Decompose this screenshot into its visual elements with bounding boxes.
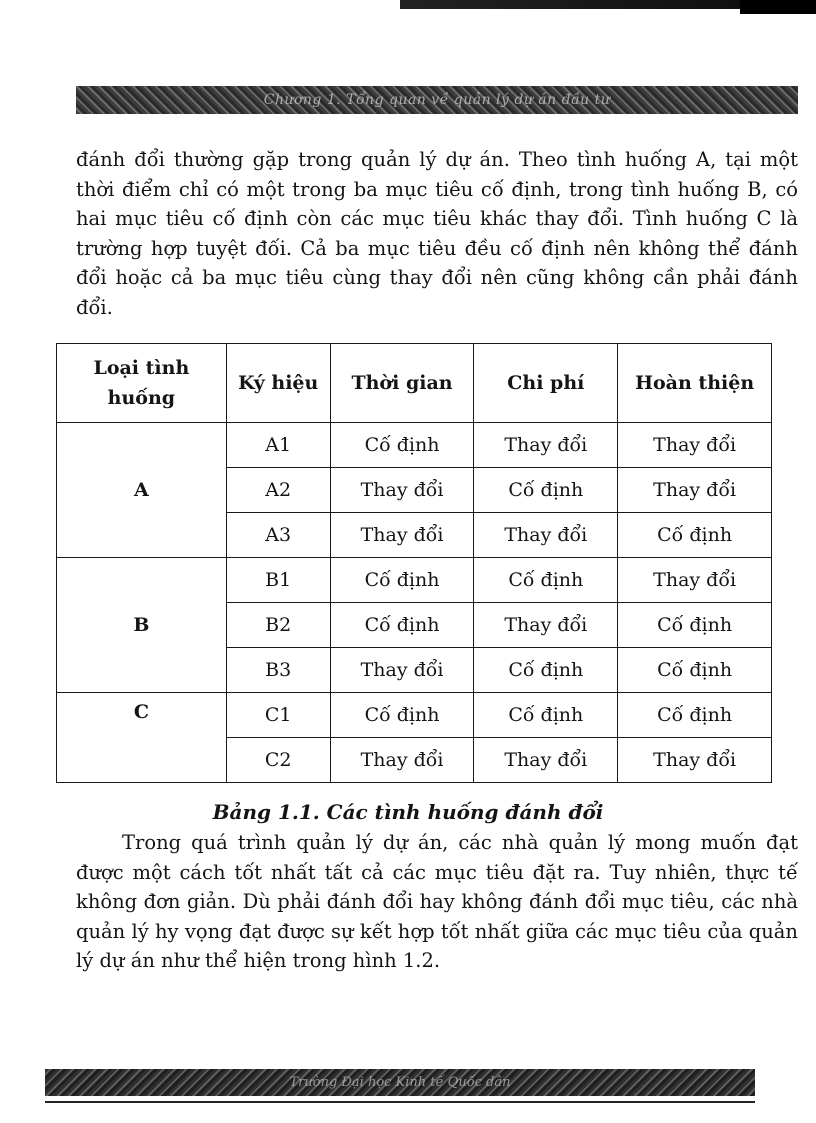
cell-cost: Cố định (474, 558, 618, 603)
cell-cost: Thay đổi (474, 603, 618, 648)
cell-cost: Cố định (474, 468, 618, 513)
running-footer-text: Trường Đại học Kinh tế Quốc dân (289, 1075, 511, 1090)
cell-time: Thay đổi (330, 648, 474, 693)
cell-cost: Thay đổi (474, 738, 618, 783)
top-rule-tail (740, 0, 816, 14)
cell-cost: Thay đổi (474, 423, 618, 468)
header-cost: Chi phí (474, 344, 618, 423)
cell-cost: Thay đổi (474, 513, 618, 558)
running-footer-bar (45, 1069, 755, 1096)
cell-symbol: C2 (226, 738, 330, 783)
group-cell-a: A (57, 423, 227, 558)
bottom-rule (45, 1101, 755, 1103)
running-header-text: Chương 1. Tổng quan về quản lý dự án đầu tư (263, 92, 611, 108)
cell-time: Thay đổi (330, 738, 474, 783)
cell-quality: Cố định (618, 513, 772, 558)
cell-cost: Cố định (474, 648, 618, 693)
group-cell-b: B (57, 558, 227, 693)
cell-symbol: A3 (226, 513, 330, 558)
header-quality: Hoàn thiện (618, 344, 772, 423)
table-row (57, 558, 772, 603)
cell-time: Thay đổi (330, 513, 474, 558)
cell-quality: Thay đổi (618, 558, 772, 603)
cell-symbol: B2 (226, 603, 330, 648)
cell-cost: Cố định (474, 693, 618, 738)
cell-time: Cố định (330, 693, 474, 738)
table-header-row (57, 344, 772, 423)
cell-symbol: B3 (226, 648, 330, 693)
cell-symbol: A2 (226, 468, 330, 513)
table-caption: Bảng 1.1. Các tình huống đánh đổi (212, 800, 604, 824)
paragraph-2: Trong quá trình quản lý dự án, các nhà quản lý mong muốn đạt được một cách tốt nhất tất cả các mục tiêu đặt ra. Tuy nhiên, thực tế không đơn giản. Dù phải đánh đổi hay không đánh đổi mục tiêu, các nhà quản lý hy vọng đạt được sự kết hợp tốt nhất giữa các mục tiêu của quản lý dự án như thể hiện trong hình 1.2. (76, 831, 798, 972)
tradeoff-table (56, 343, 772, 783)
paragraph-1: đánh đổi thường gặp trong quản lý dự án. Theo tình huống A, tại một thời điểm chỉ có một trong ba mục tiêu cố định, trong tình huống B, có hai mục tiêu cố định còn các mục tiêu khác thay đổi. Tình huống C là trường hợp tuyệt đối. Cả ba mục tiêu đều cố định nên không thể đánh đổi hoặc cả ba mục tiêu cùng thay đổi nên cũng không cần phải đánh đổi. (76, 148, 798, 319)
cell-quality: Cố định (618, 603, 772, 648)
table-row (57, 693, 772, 738)
cell-quality: Thay đổi (618, 468, 772, 513)
cell-time: Thay đổi (330, 468, 474, 513)
cell-quality: Thay đổi (618, 423, 772, 468)
header-time: Thời gian (330, 344, 474, 423)
cell-time: Cố định (330, 603, 474, 648)
cell-quality: Cố định (618, 693, 772, 738)
header-symbol: Ký hiệu (226, 344, 330, 423)
cell-symbol: C1 (226, 693, 330, 738)
cell-time: Cố định (330, 423, 474, 468)
cell-quality: Thay đổi (618, 738, 772, 783)
table-row (57, 423, 772, 468)
group-cell-c: C (57, 693, 227, 783)
running-header-bar (76, 86, 798, 114)
cell-symbol: B1 (226, 558, 330, 603)
header-case-type: Loại tình huống (57, 344, 227, 423)
cell-time: Cố định (330, 558, 474, 603)
cell-quality: Cố định (618, 648, 772, 693)
cell-symbol: A1 (226, 423, 330, 468)
